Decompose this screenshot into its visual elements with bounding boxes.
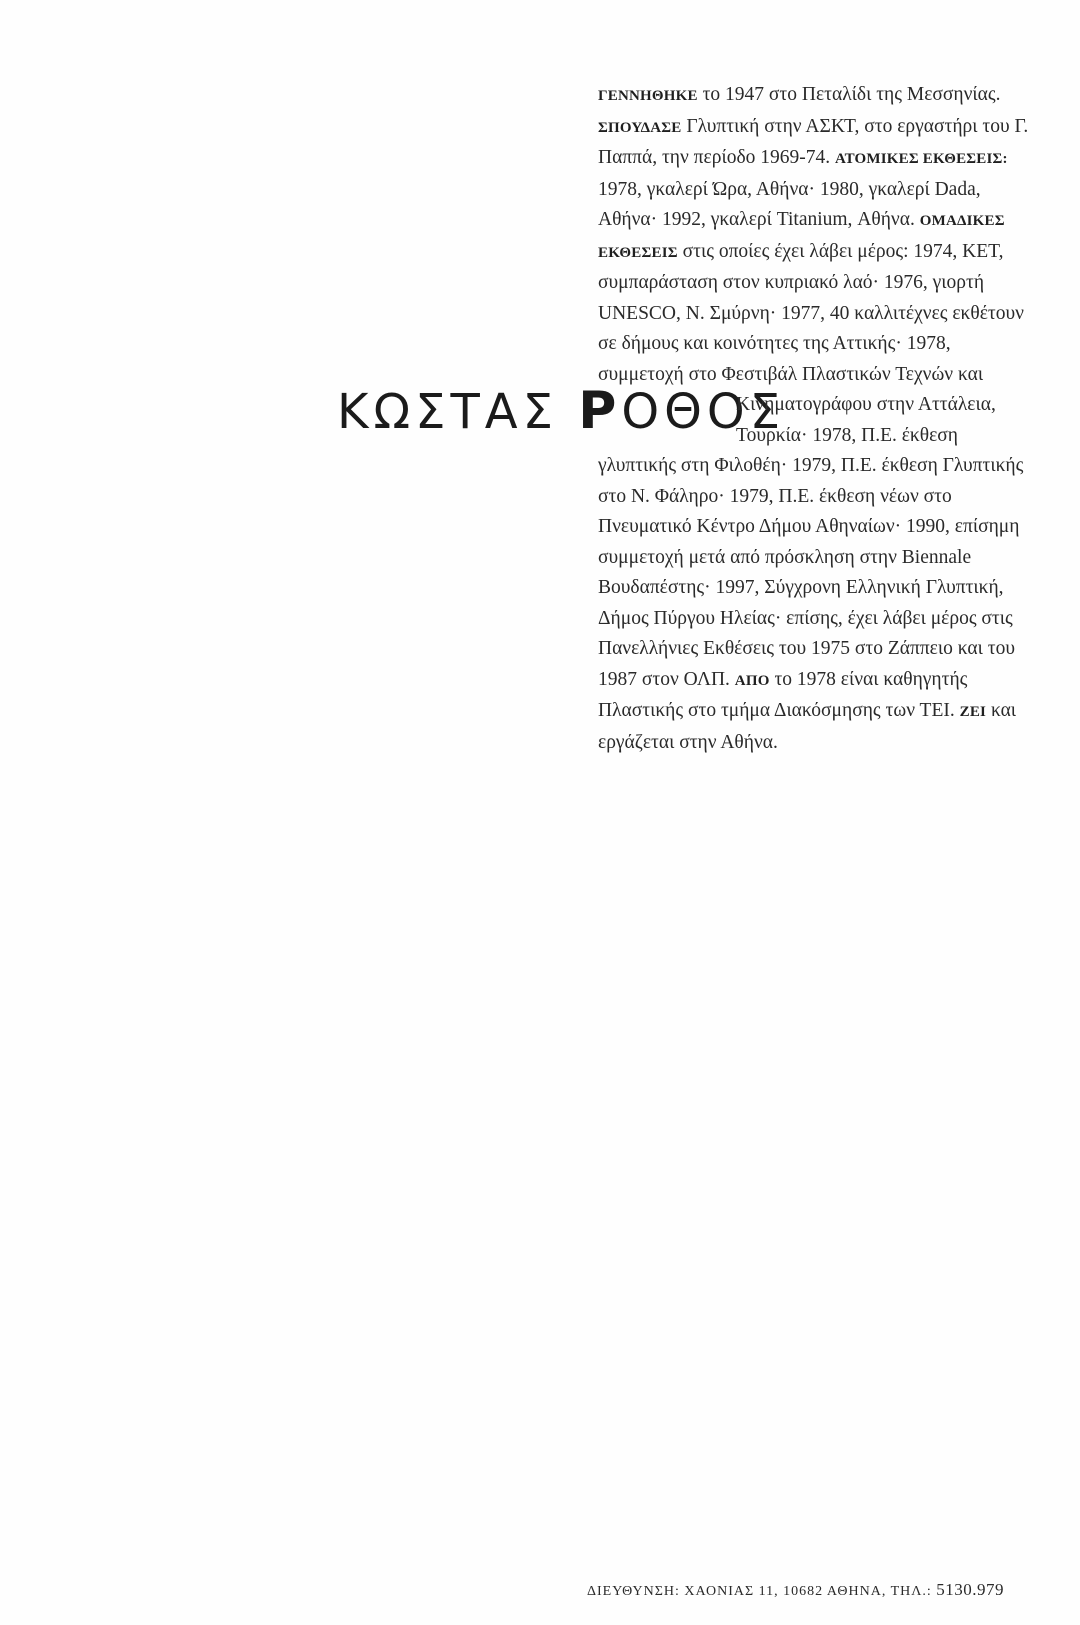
bio-line xyxy=(598,175,1053,206)
bio-line xyxy=(598,512,1053,543)
bio-text: στις οποίες έχει λάβει μέρος: 1974, ΚΕΤ, xyxy=(677,240,1004,262)
bio-line xyxy=(598,112,1053,144)
bio-line xyxy=(598,299,1053,330)
bio-line xyxy=(598,482,1053,513)
bio-text: Παππά, την περίοδο 1969-74. xyxy=(598,147,835,168)
phone-number: 5130.979 xyxy=(936,1580,1005,1599)
address-footer xyxy=(587,1580,1004,1600)
bio-line xyxy=(598,360,1053,391)
biography-text xyxy=(598,80,1053,758)
bio-line xyxy=(598,634,1053,665)
bio-line xyxy=(598,573,1053,604)
bio-line xyxy=(598,728,1053,759)
bio-line xyxy=(598,543,1053,574)
bio-text: συμμετοχή στο Φεστιβάλ Πλαστικών Τεχνών και xyxy=(598,363,984,385)
bio-line xyxy=(598,268,1053,299)
artist-first-name: ΚΩΣΤΑΣ xyxy=(337,384,558,440)
bio-text: σε δήμους και κοινότητες της Αττικής· 1978, xyxy=(598,333,951,354)
bio-text: 1987 στον ΟΛΠ. xyxy=(598,668,735,690)
bio-line xyxy=(598,237,1053,269)
bio-heading: ΟΜΑΔΙΚΕΣ xyxy=(919,213,1005,229)
bio-text: UNESCO, Ν. Σμύρνη· 1977, 40 καλλιτέχνες εκθέτουν xyxy=(598,302,1024,324)
bio-line xyxy=(598,665,1053,697)
bio-text: στο Ν. Φάληρο· 1979, Π.Ε. έκθεση νέων στο xyxy=(598,485,952,507)
bio-text: γλυπτικής στη Φιλοθέη· 1979, Π.Ε. έκθεση Γλυπτικής xyxy=(598,455,1024,476)
bio-line xyxy=(598,604,1053,635)
bio-text: συμπαράσταση στον κυπριακό λαό· 1976, γιορτή xyxy=(598,272,985,293)
bio-line xyxy=(598,205,1053,237)
bio-heading: ΕΚΘΕΣΕΙΣ xyxy=(598,244,678,261)
bio-heading: ΓΕΝΝΗΘΗΚΕ xyxy=(598,88,698,104)
bio-heading: ΖΕΙ xyxy=(959,704,987,720)
bio-text: το 1947 στο Πεταλίδι της Μεσσηνίας. xyxy=(697,84,1001,105)
bio-line xyxy=(598,451,1053,482)
address-label: ΔΙΕΥΘΥΝΣΗ: ΧΑΟΝΙΑΣ 11, 10682 ΑΘΗΝΑ, ΤΗΛ.: xyxy=(587,1584,937,1599)
bio-heading: ΑΠΟ xyxy=(734,672,770,689)
bio-text: συμμετοχή μετά από πρόσκληση στην Biennale xyxy=(598,546,972,568)
bio-line xyxy=(598,329,1053,360)
artist-surname-initial: Ρ xyxy=(578,381,622,441)
bio-text: εργάζεται στην Αθήνα. xyxy=(598,731,778,753)
bio-line xyxy=(598,390,1053,421)
bio-text: Δήμος Πύργου Ηλείας· επίσης, έχει λάβει μέρος στις xyxy=(598,607,1013,629)
bio-text: και xyxy=(986,700,1017,721)
bio-line xyxy=(598,143,1053,175)
bio-text: Κινηματογράφου στην Αττάλεια, xyxy=(736,394,996,415)
bio-line xyxy=(598,696,1053,728)
bio-text: Πλαστικής στο τμήμα Διακόσμησης των ΤΕΙ. xyxy=(598,700,960,721)
bio-text: Πνευματικό Κέντρο Δήμου Αθηναίων· 1990, επίσημη xyxy=(598,516,1020,537)
bio-heading: ΑΤΟΜΙΚΕΣ ΕΚΘΕΣΕΙΣ: xyxy=(835,151,1008,167)
bio-line xyxy=(598,421,1053,452)
bio-text: το 1978 είναι καθηγητής xyxy=(769,668,968,690)
bio-text: 1978, γκαλερί Ώρα, Αθήνα· 1980, γκαλερί Dada, xyxy=(598,178,981,200)
bio-text: Πανελλήνιες Εκθέσεις του 1975 στο Ζάππειο και του xyxy=(598,638,1015,659)
bio-heading: ΣΠΟΥΔΑΣΕ xyxy=(598,119,682,136)
bio-text: Αθήνα· 1992, γκαλερί Titanium, Αθήνα. xyxy=(598,209,920,230)
artist-surname-rest: ΟΘΟΣ xyxy=(621,384,786,440)
bio-line xyxy=(598,80,1053,112)
bio-text: Γλυπτική στην ΑΣΚΤ, στο εργαστήρι του Γ. xyxy=(681,115,1029,137)
bio-text: Τουρκία· 1978, Π.Ε. έκθεση xyxy=(736,424,958,446)
bio-text: Βουδαπέστης· 1997, Σύγχρονη Ελληνική Γλυπτική, xyxy=(598,577,1004,598)
